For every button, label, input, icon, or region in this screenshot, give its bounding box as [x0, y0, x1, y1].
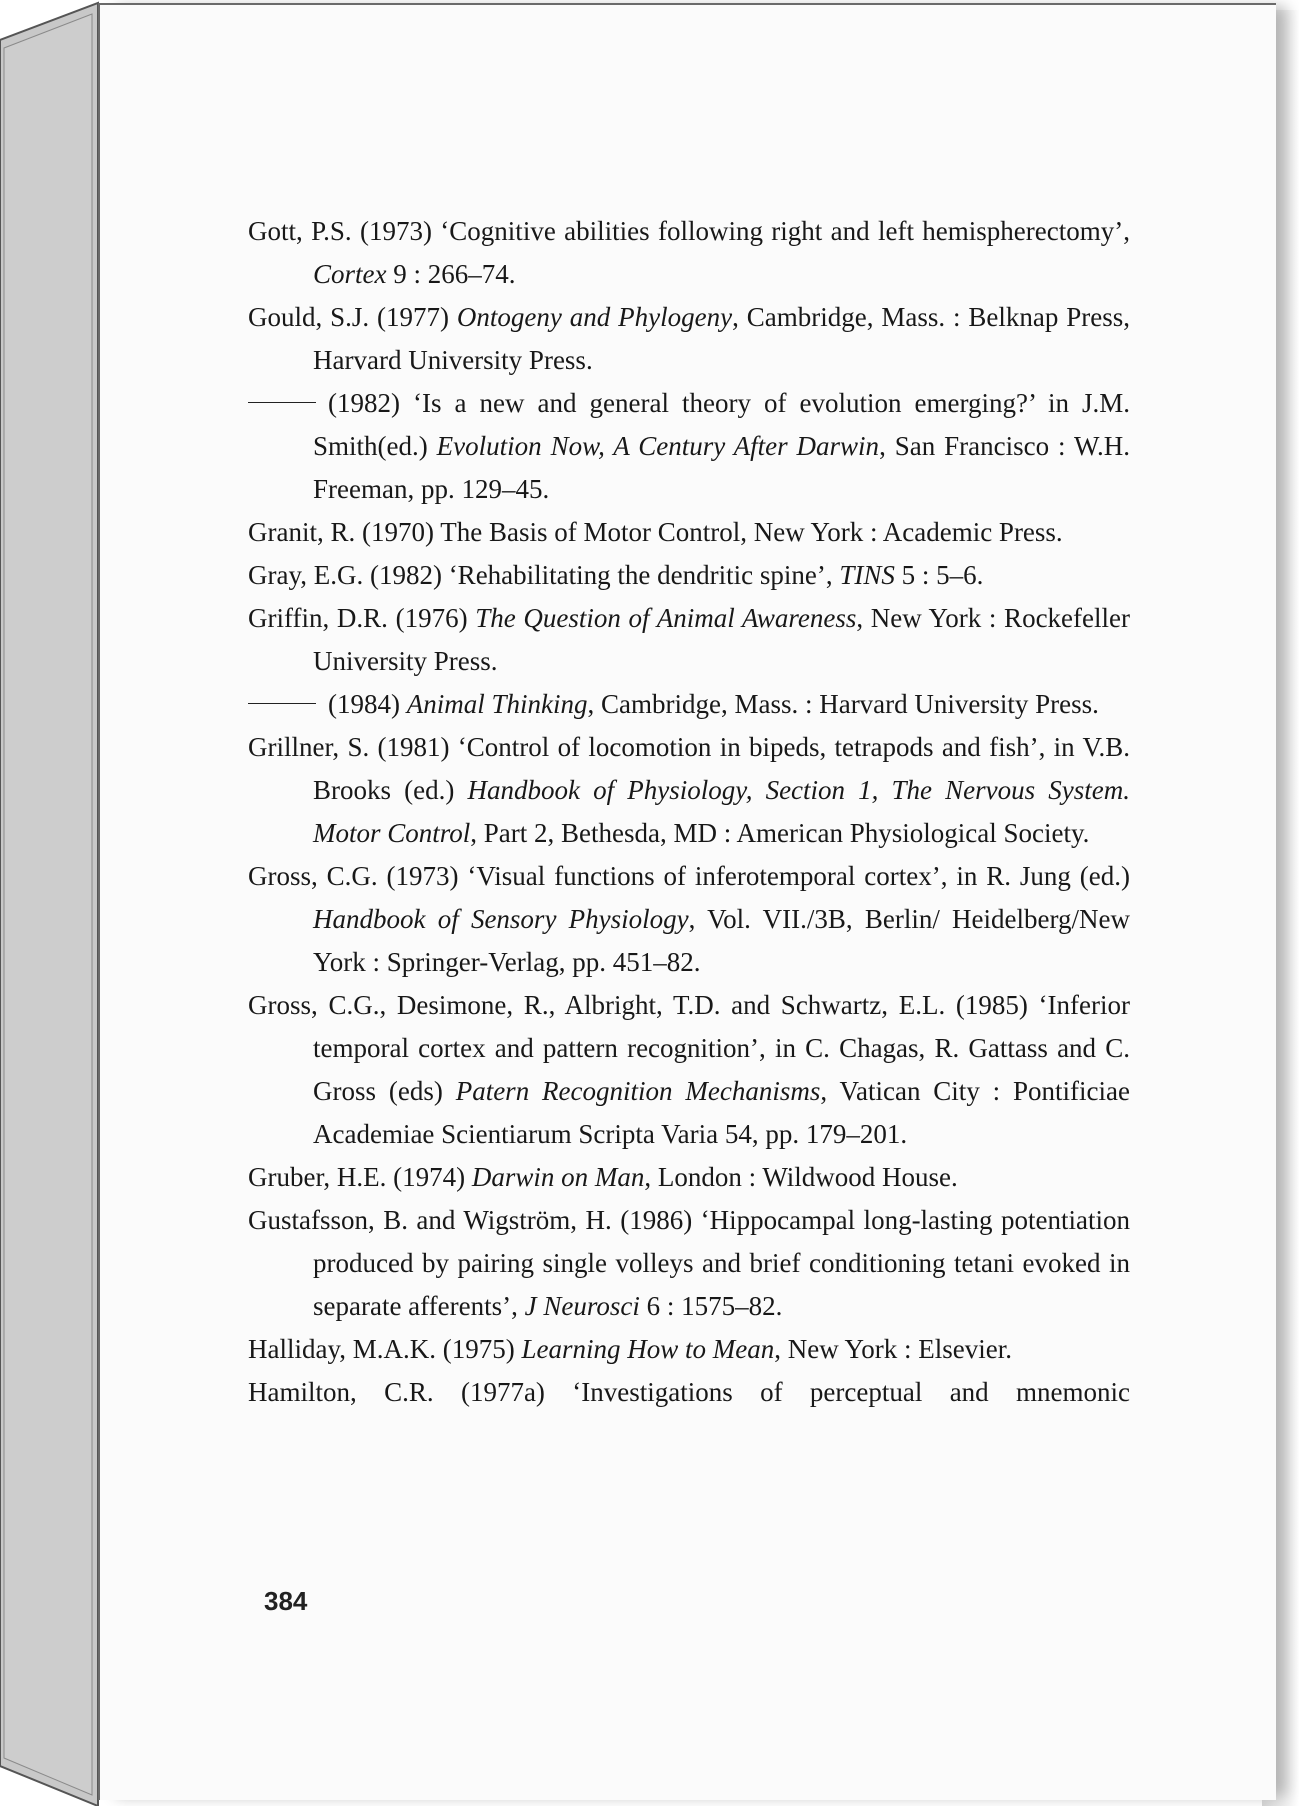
bibliography	[248, 210, 1130, 1414]
reference-entry: Gross, C.G., Desimone, R., Albright, T.D. and Schwartz, E.L. (1985) ‘Inferior temporal cortex and pattern recognition’, in C. Chagas, R. Gattass and C. Gross (eds) Patern Recognition Mechanisms, Vatican City : Pontificiae Academiae Scientiarum Scripta Varia 54, pp. 179–201.	[248, 990, 1130, 1149]
reference-entry: Gruber, H.E. (1974) Darwin on Man, London : Wildwood House.	[248, 1162, 958, 1192]
reference-entry: Griffin, D.R. (1976) The Question of Animal Awareness, New York : Rockefeller University Press.	[248, 603, 1130, 676]
reference-entry: Granit, R. (1970) The Basis of Motor Control, New York : Academic Press.	[248, 517, 1063, 547]
ditto-dash	[248, 703, 316, 705]
reference-entry: Hamilton, C.R. (1977a) ‘Investigations of perceptual and mnemonic	[248, 1377, 1130, 1407]
reference-entry: (1984) Animal Thinking, Cambridge, Mass. : Harvard University Press.	[248, 683, 1130, 726]
reference-entry: (1982) ‘Is a new and general theory of evolution emerging?’ in J.M. Smith(ed.) Evolution Now, A Century After Darwin, San Francisco : W.H. Freeman, pp. 129–45.	[248, 382, 1130, 511]
reference-entry: Gray, E.G. (1982) ‘Rehabilitating the dendritic spine’, TINS 5 : 5–6.	[248, 560, 984, 590]
ditto-dash	[248, 402, 316, 404]
reference-entry: Halliday, M.A.K. (1975) Learning How to Mean, New York : Elsevier.	[248, 1334, 1012, 1364]
reference-entry: Gustafsson, B. and Wigström, H. (1986) ‘Hippocampal long-lasting potentiation produced by pairing single volleys and brief conditioning tetani evoked in separate afferents’, J Neurosci 6 : 1575–82.	[248, 1205, 1130, 1321]
book-spine	[0, 0, 100, 1806]
reference-entry: Grillner, S. (1981) ‘Control of locomotion in bipeds, tetrapods and fish’, in V.B. Brooks (ed.) Handbook of Physiology, Section 1, The Nervous System. Motor Control, Part 2, Bethesda, MD : American Physiological Society.	[248, 732, 1130, 848]
reference-entry: Gross, C.G. (1973) ‘Visual functions of inferotemporal cortex’, in R. Jung (ed.) Handbook of Sensory Physiology, Vol. VII./3B, Berlin/ Heidelberg/New York : Springer-Verlag, pp. 451–82.	[248, 861, 1130, 977]
reference-entry: Gould, S.J. (1977) Ontogeny and Phylogeny, Cambridge, Mass. : Belknap Press, Harvard University Press.	[248, 302, 1130, 375]
reference-entry: Gott, P.S. (1973) ‘Cognitive abilities following right and left hemispherectomy’, Cortex 9 : 266–74.	[248, 216, 1130, 289]
page-number: 384	[264, 1586, 308, 1616]
